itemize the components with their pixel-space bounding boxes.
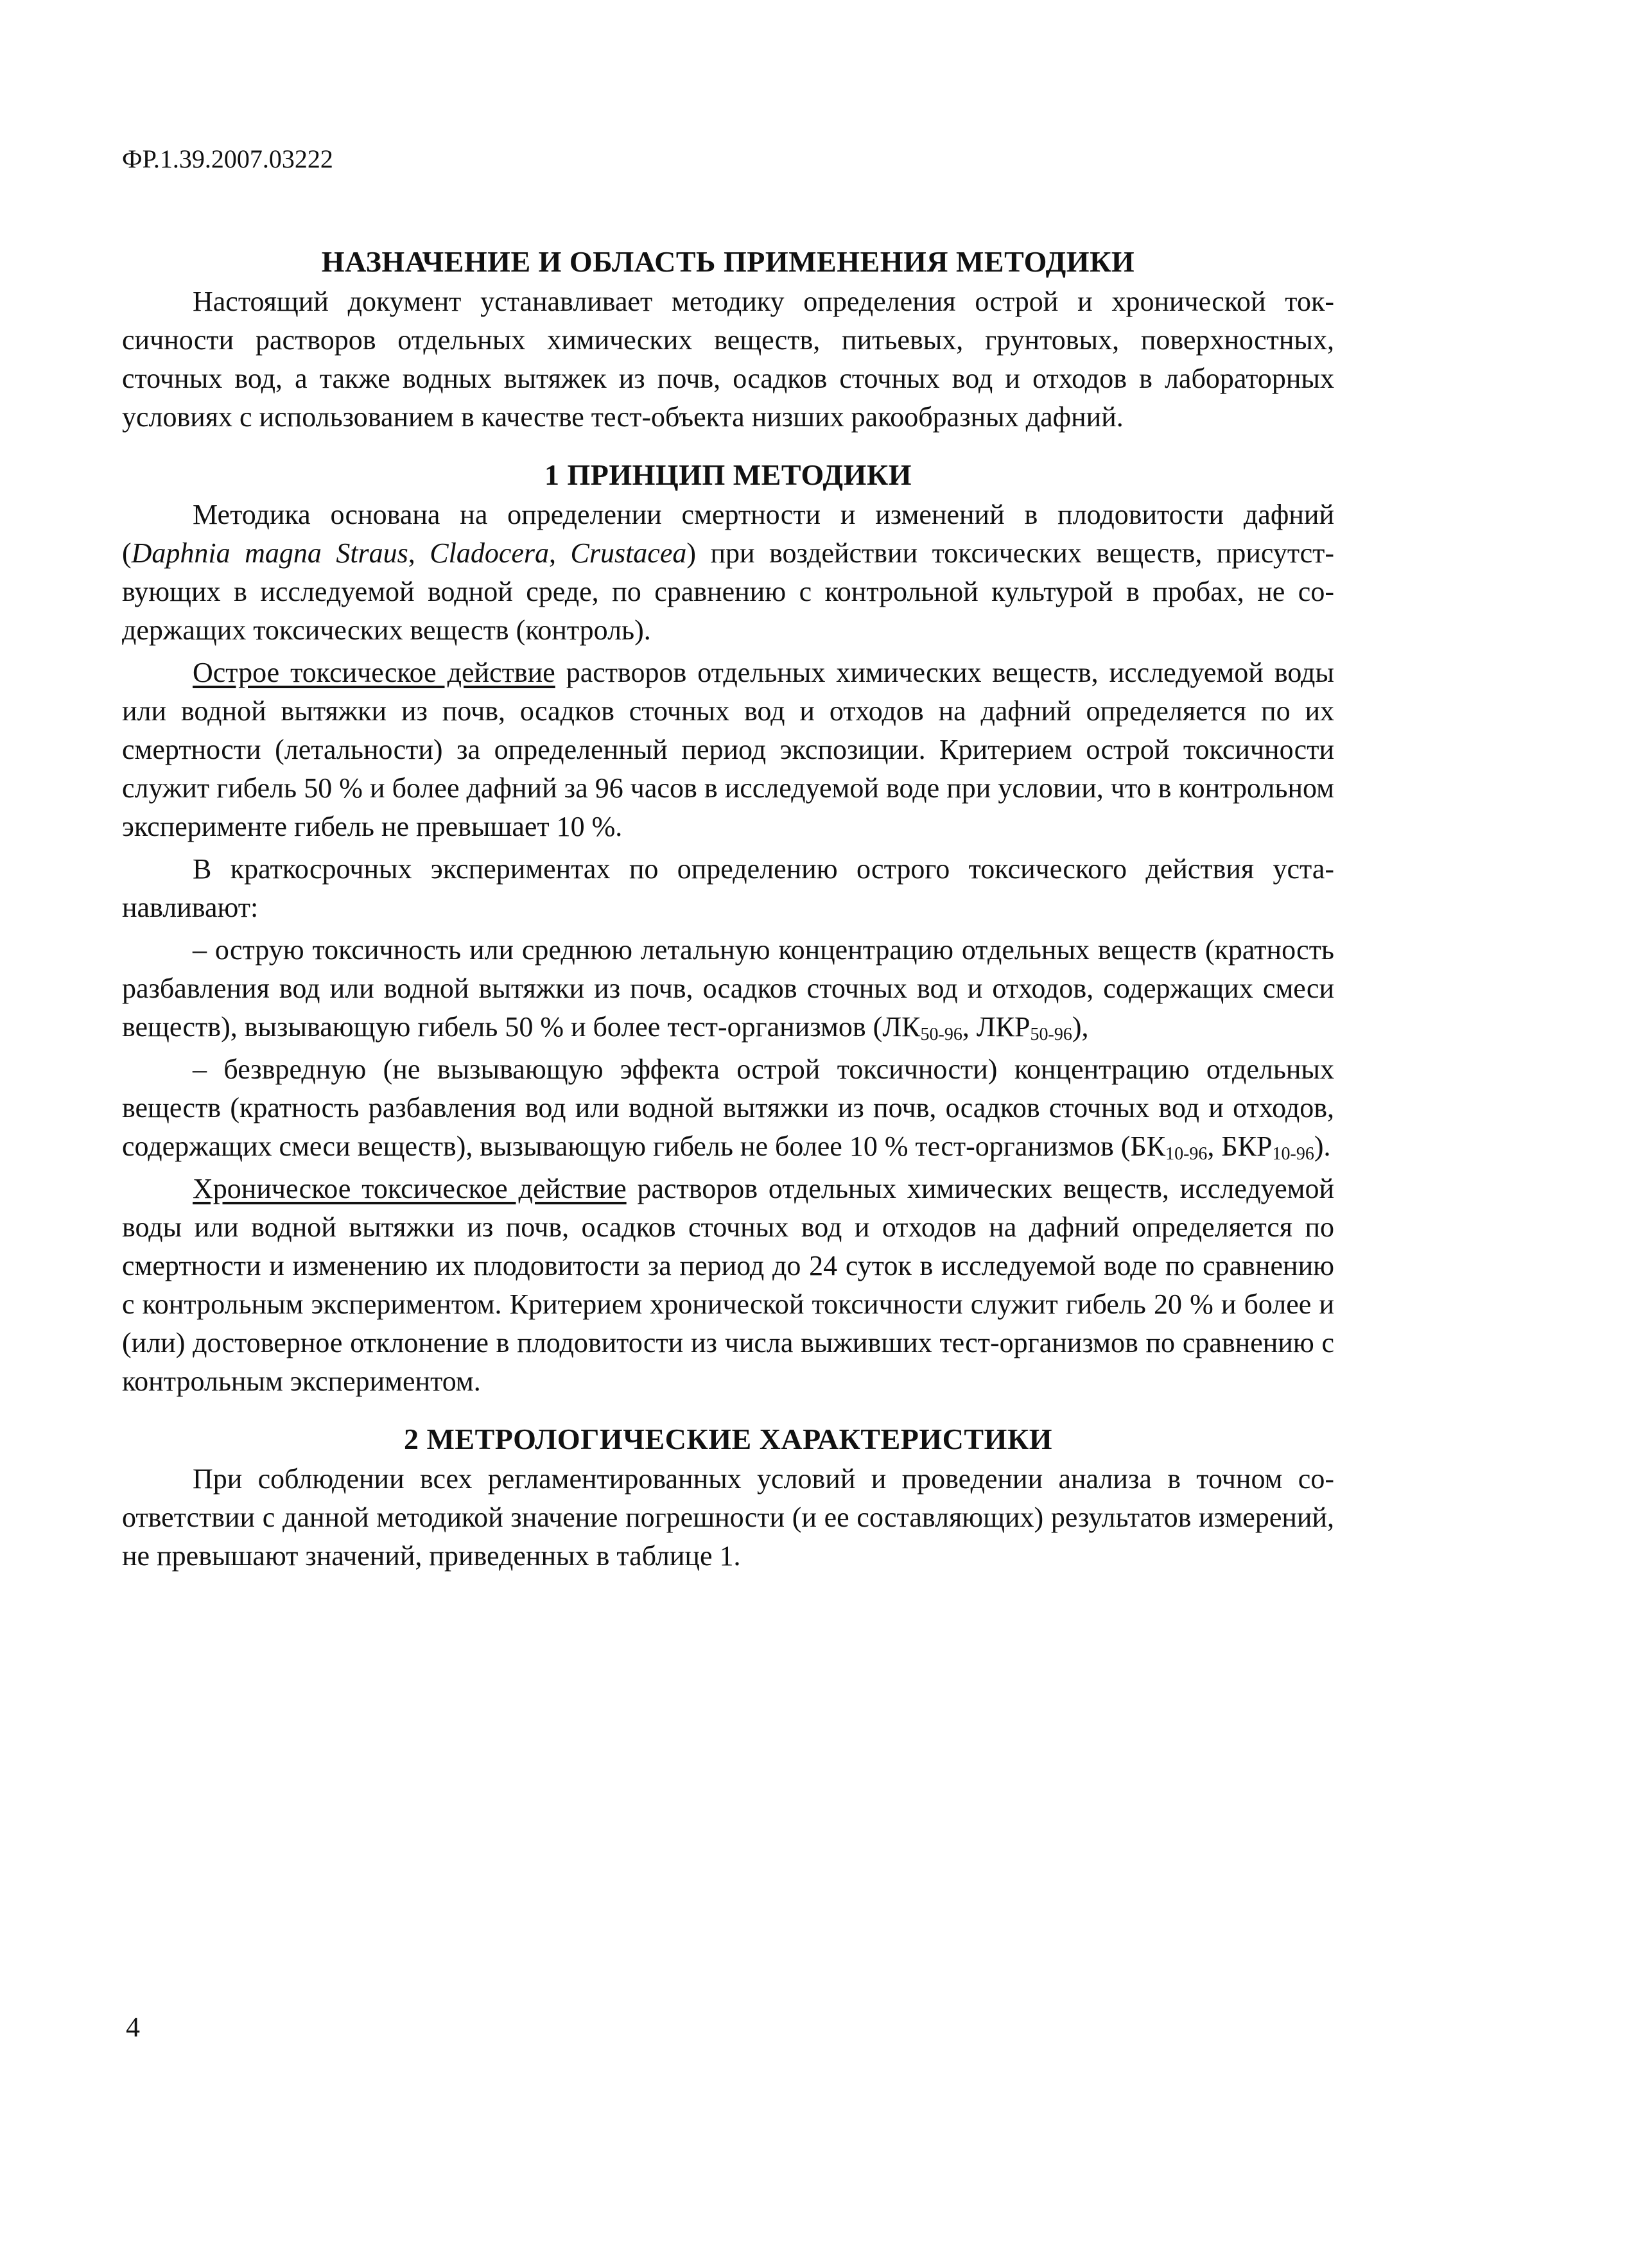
paragraph-metrology: При соблюдении всех регламентированных условий и проведении анализа в точном соответствии с данной методикой значение погрешности (и ее составляющих) результатов измерений, не превышают значений, приведенных в таблице 1. xyxy=(122,1463,1334,1572)
list-item-acute-toxicity-text: – острую токсичность или среднюю летальную концентрацию отдельных веществ (кратность разбавления вод или водной вытяжки из почв, осадков сточных вод и отходов, содержащих смеси веществ), вызывающую гибель 50 % и более тест-организмов ( xyxy=(122,934,1334,1043)
section-title-purpose: НАЗНАЧЕНИЕ И ОБЛАСТЬ ПРИМЕНЕНИЯ МЕТОДИКИ xyxy=(321,245,1135,278)
document-body xyxy=(122,243,1334,1579)
list-item-harmless-end: ). xyxy=(1314,1131,1331,1162)
abbr-separator: , xyxy=(962,1011,977,1043)
paragraph-principle-basis xyxy=(122,496,1334,650)
list-item-harmless-text: – безвредную (не вызывающую эффекта острой токсичности) концентрацию отдельных веществ (кратность разбавления вод или водной вытяжки из почв, осадков сточных вод и отходов, содержащих смеси веществ), вызывающую гибель не более 10 % тест-организмов ( xyxy=(122,1053,1334,1162)
paragraph-short-term-experiments: В краткосрочных экспериментах по определению острого токсического действия устанавливают: xyxy=(122,853,1334,923)
separator-2: , xyxy=(549,537,571,569)
abbr-lkr: ЛКР xyxy=(976,1011,1030,1043)
list-item-acute-toxicity-end: ), xyxy=(1072,1011,1089,1043)
paragraph-principle-basis-start: Методика основана на определении смертности и изменений в плодовитости дафний ( xyxy=(122,499,1334,569)
abbr-separator: , xyxy=(1207,1131,1222,1162)
abbr-bk: БК xyxy=(1130,1131,1166,1162)
paragraph-acute-action xyxy=(122,654,1334,846)
section-title-principle: 1 ПРИНЦИП МЕТОДИКИ xyxy=(544,458,912,491)
abbr-bkr: БКР xyxy=(1221,1131,1273,1162)
term-chronic-action: Хроническое токсическое действие xyxy=(193,1173,627,1204)
term-acute-action: Острое токсическое действие xyxy=(193,657,555,688)
list-item-acute-toxicity xyxy=(122,931,1334,1046)
abbr-lk: ЛК xyxy=(882,1011,921,1043)
abbr-bk-subscript: 10-96 xyxy=(1165,1144,1208,1164)
paragraph-chronic-action-text: растворов отдельных химических веществ, исследуемой воды или водной вытяжки из почв, осадков сточных вод и отходов на дафний определяется по смертности и изменению их плодовитости за период до 24 суток в исследуемой воде по сравнению с контрольным экспериментом. Критерием хронической токсичности служит гибель 20 % и более и (или) достоверное отклонение в плодовитости из числа выживших тест-организмов по сравнению с контрольным экспериментом. xyxy=(122,1173,1335,1397)
abbr-bkr-subscript: 10-96 xyxy=(1272,1144,1314,1164)
abbr-lk-subscript: 50-96 xyxy=(920,1025,962,1045)
page-number: 4 xyxy=(126,2011,140,2043)
document-code: ФР.1.39.2007.03222 xyxy=(122,144,333,173)
abbr-lkr-subscript: 50-96 xyxy=(1030,1025,1072,1045)
paragraph-acute-action-text: растворов отдельных химических веществ, исследуемой воды или водной вытяжки из почв, осадков сточных вод и отходов на дафний определяется по их смертности (летальности) за определенный период экспозиции. Критерием острой токсичности служит гибель 50 % и более дафний за 96 часов в исследуемой воде при условии, что в контрольном эксперименте гибель не превышает 10 %. xyxy=(122,657,1334,842)
class-name: Crustacea xyxy=(570,537,687,569)
section-title-metrology: 2 МЕТРОЛОГИЧЕСКИЕ ХАРАКТЕРИСТИКИ xyxy=(404,1423,1052,1455)
paragraph-principle-basis-end: ) при воздействии токсических веществ, присутствующих в исследуемой водной среде, по сравнению с контрольной культурой в пробах, не содержащих токсических веществ (контроль). xyxy=(122,537,1335,646)
species-name: Daphnia magna Straus xyxy=(131,537,408,569)
separator-1: , xyxy=(408,537,430,569)
paragraph-purpose: Настоящий документ устанавливает методику определения острой и хронической токсичности растворов отдельных химических веществ, питьевых, грунтовых, поверхностных, сточных вод, а также водных вытяжек из почв, осадков сточных вод и отходов в лабораторных условиях с использованием в качестве тест-объекта низших ракообразных дафний. xyxy=(122,286,1334,433)
paragraph-chronic-action xyxy=(122,1170,1334,1401)
list-item-harmless-concentration xyxy=(122,1050,1334,1166)
order-name: Cladocera xyxy=(430,537,550,569)
